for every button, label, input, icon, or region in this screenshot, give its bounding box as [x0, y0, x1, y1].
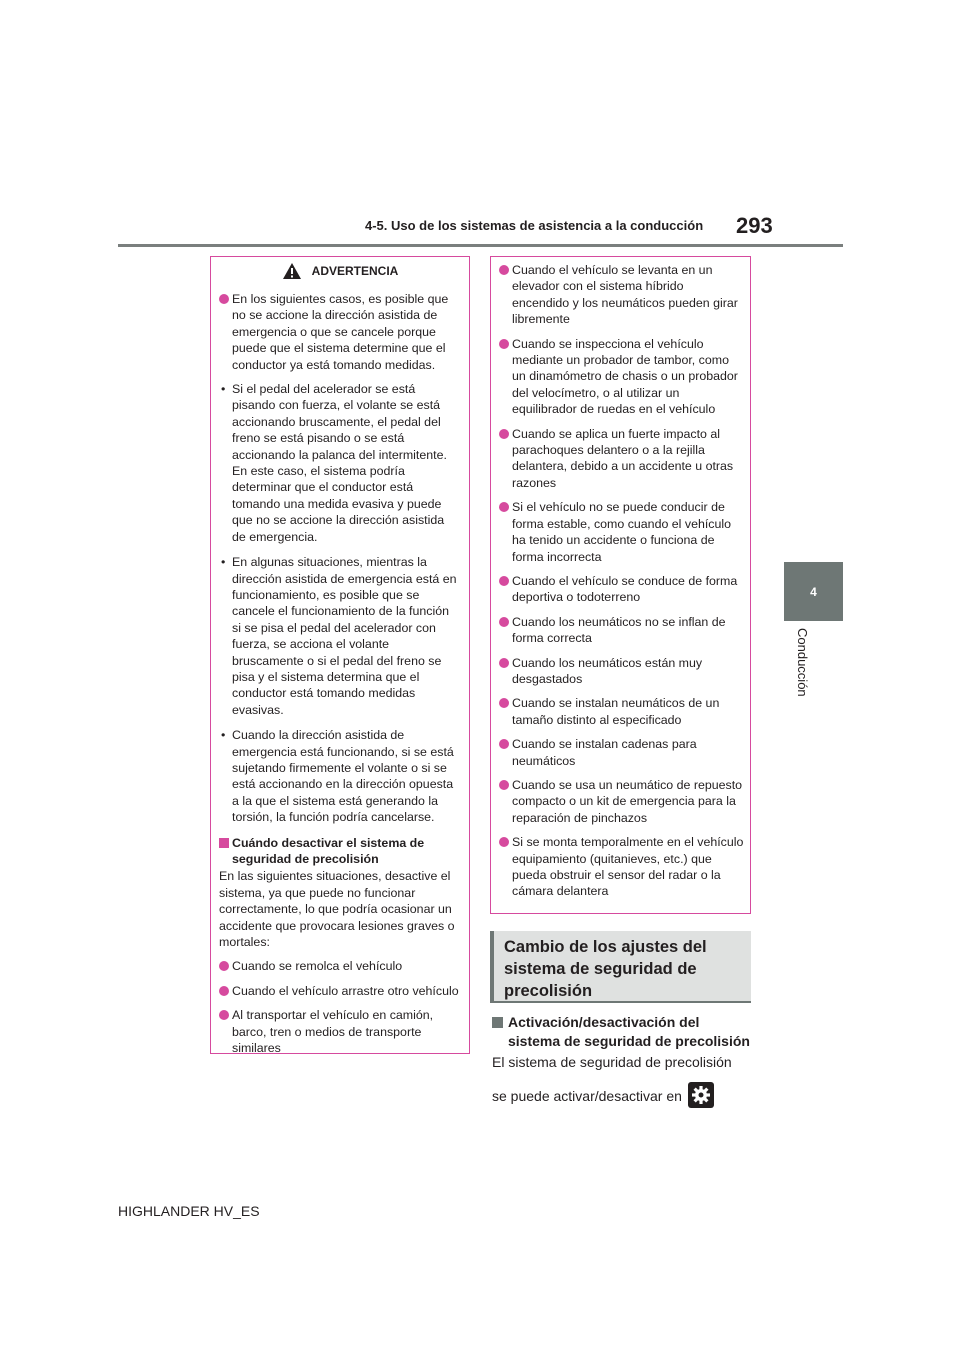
chapter-number: 4	[810, 584, 817, 599]
list-item-text: Cuando se aplica un fuerte impacto al parachoques delantero o a la rejilla delantera, debido a un accidente u otras razones	[512, 426, 734, 490]
bullet-icon	[499, 576, 509, 586]
list-item	[219, 381, 461, 545]
bullet-icon	[499, 429, 509, 439]
list-item	[499, 573, 744, 606]
chapter-tab[interactable]	[784, 562, 843, 621]
list-item	[219, 983, 461, 999]
list-item	[499, 777, 744, 826]
list-item-text: Cuando se remolca el vehículo	[232, 959, 403, 974]
list-item-text: Si el vehículo no se puede conducir de forma estable, como cuando el vehículo ha tenido un accidente o funciona de forma incorrecta	[512, 500, 732, 564]
footer-model: HIGHLANDER HV_ES	[118, 1203, 260, 1219]
section-title: 4-5. Uso de los sistemas de asistencia a la conducción	[365, 218, 704, 233]
warning-heading-text: ADVERTENCIA	[311, 263, 399, 278]
bullet-icon	[499, 837, 509, 847]
list-item-text: Cuando el vehículo se conduce de forma deportiva o todoterreno	[512, 573, 738, 605]
bullet-icon	[499, 739, 509, 749]
bullet-icon	[219, 1010, 229, 1020]
bullet-icon	[499, 502, 509, 512]
warning-heading	[211, 257, 469, 285]
bullet-icon	[499, 617, 509, 627]
page-number: 293	[736, 213, 773, 238]
square-bullet-icon	[219, 838, 229, 848]
list-item-text: Si se monta temporalmente en el vehículo equipamiento (quitanieves, etc.) que pueda obstruir el sensor del radar o la cámara delantera	[512, 835, 744, 899]
list-item-text: Cuando se inspecciona el vehículo mediante un probador de tambor, como un dinamómetro de chasis o un probador del velocímetro, o al utilizar un equilibrador de ruedas en el vehículo	[512, 336, 738, 417]
body-text: se puede activar/desactivar en	[492, 1088, 682, 1104]
subheading-text: Activación/desactivación del sistema de seguridad de precolisión	[508, 1014, 750, 1049]
bullet-icon	[219, 986, 229, 996]
bullet-icon	[499, 265, 509, 275]
list-item	[499, 336, 744, 418]
list-item	[499, 426, 744, 492]
body-text-line	[492, 1082, 714, 1108]
list-item-text: Cuando se instalan cadenas para neumáticos	[512, 737, 697, 768]
list-item-text: Cuando los neumáticos están muy desgastados	[512, 655, 703, 686]
warning-box-continued	[490, 256, 751, 914]
list-item	[219, 727, 461, 825]
bullet-icon	[499, 780, 509, 790]
section-heading: Cambio de los ajustes del sistema de seguridad de precolisión	[490, 931, 751, 1003]
list-item-text: Si el pedal del acelerador se está pisando con fuerza, el volante se está accionando bruscamente, el pedal del freno se está pisando o se está accionando la palanca del intermitente. En este caso, el sistema podría determinar que el conductor está tomando una medida evasiva y puede que no se accione la dirección asistida de emergencia.	[232, 382, 447, 544]
subsection-heading	[219, 835, 461, 868]
list-item	[219, 291, 461, 373]
list-item-text: Cuando el vehículo arrastre otro vehículo	[232, 983, 459, 998]
bullet-icon	[499, 339, 509, 349]
paragraph: En las siguientes situaciones, desactive el sistema, ya que puede no funcionar correctamente, lo que podría ocasionar un accidente que provocara lesiones graves o mortales:	[219, 869, 455, 950]
list-item-text: Cuando la dirección asistida de emergencia está funcionando, si se está sujetando firmemente el volante o si se está accionando en la dirección opuesta a la que el sistema está generando la torsión, la función podría cancelarse.	[232, 728, 454, 825]
chapter-label: Conducción	[795, 628, 810, 697]
header-divider	[118, 244, 843, 247]
bullet-icon	[219, 961, 229, 971]
square-bullet-icon	[492, 1017, 503, 1028]
body-text-line: El sistema de seguridad de precolisión	[492, 1054, 732, 1070]
list-item	[499, 614, 744, 647]
subheading	[492, 1013, 752, 1051]
list-item-text: Cuando se instalan neumáticos de un tamaño distinto al especificado	[512, 696, 720, 727]
list-item-text: Al transportar el vehículo en camión, barco, tren o medios de transporte similares	[232, 1008, 434, 1056]
list-item	[499, 695, 744, 728]
dash-bullet-icon: •	[221, 382, 226, 397]
dash-bullet-icon: •	[221, 555, 226, 570]
list-item	[219, 1007, 461, 1056]
bullet-icon	[499, 658, 509, 668]
list-item-text: Cuando se usa un neumático de repuesto compacto o un kit de emergencia para la reparación de pinchazos	[512, 777, 743, 825]
list-item	[499, 736, 744, 769]
list-item	[499, 499, 744, 565]
list-item	[219, 554, 461, 718]
list-item	[499, 262, 744, 328]
list-item-text: Cuando el vehículo se levanta en un elevador con el sistema híbrido encendido y los neumáticos pueden girar libremente	[512, 263, 738, 327]
list-item	[499, 834, 744, 900]
dash-bullet-icon: •	[221, 728, 226, 743]
list-item-text: En los siguientes casos, es posible que no se accione la dirección asistida de emergencia o que se cancele porque puede que el sistema determine que el conductor ya está tomando medidas.	[232, 292, 449, 372]
bullet-icon	[219, 294, 229, 304]
settings-gear-icon	[688, 1082, 714, 1108]
subsection-heading-text: Cuándo desactivar el sistema de seguridad de precolisión	[232, 835, 425, 866]
list-item-text: En algunas situaciones, mientras la dirección asistida de emergencia está en funcionamiento, es posible que se cancele el funcionamiento de la función si se pisa el pedal del acelerador con fuerza, se acciona el volante bruscamente o si el pedal del freno se pisa y el sistema determina que el conductor está tomando medidas evasivas.	[232, 555, 457, 717]
bullet-icon	[499, 698, 509, 708]
warning-box	[210, 256, 470, 1054]
list-item	[499, 655, 744, 688]
list-item	[219, 958, 461, 974]
warning-triangle-icon	[282, 262, 302, 280]
list-item-text: Cuando los neumáticos no se inflan de forma correcta	[512, 614, 726, 646]
